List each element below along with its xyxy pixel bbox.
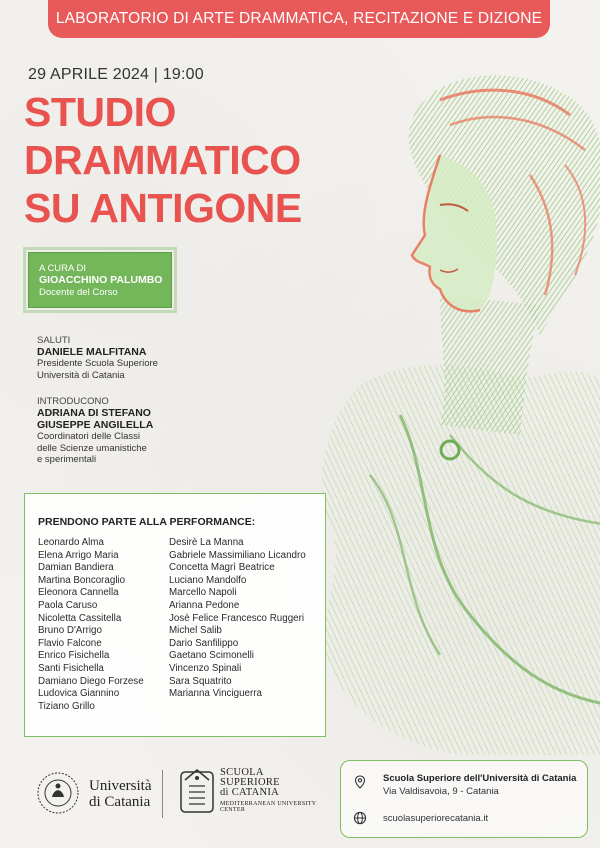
performer-name: Michel Salib: [169, 625, 222, 637]
curator-label: A CURA DI: [39, 263, 86, 274]
logo-separator: [162, 770, 163, 818]
performers-title: PRENDONO PARTE ALLA PERFORMANCE:: [38, 516, 256, 528]
performer-name: Marianna Vinciguerra: [169, 688, 262, 700]
scuola-superiore-emblem-icon: [175, 764, 219, 816]
introducono-name: GIUSEPPE ANGILELLA: [37, 419, 154, 431]
top-banner: LABORATORIO DI ARTE DRAMMATICA, RECITAZIONE E DIZIONE: [48, 0, 550, 38]
performers-column-1: [38, 537, 144, 713]
title-line: SU ANTIGONE: [24, 185, 302, 231]
saluti-label: SALUTI: [37, 335, 71, 346]
performer-name: Leonardo Alma: [38, 537, 104, 548]
scuola-superiore-subtitle: MEDITERRANEAN UNIVERSITY CENTER: [220, 801, 317, 813]
performer-name: Damiano Diego Forzese: [38, 675, 144, 687]
university-name-line: Università: [89, 778, 152, 794]
performer-name: Enrico Fisichella: [38, 650, 110, 662]
performer-name: Luciano Mandolfo: [169, 574, 247, 586]
event-date: 29 APRILE 2024 | 19:00: [28, 66, 204, 83]
introducono-role: Coordinatori delle Classi: [37, 431, 140, 442]
performer-name: Bruno D'Arrigo: [38, 625, 102, 637]
performer-name: Concetta Magrì Beatrice: [169, 562, 275, 574]
performer-name: Tiziano Grillo: [38, 700, 95, 712]
globe-icon: [353, 811, 367, 825]
title-line: STUDIO: [24, 89, 176, 135]
curator-box: [28, 252, 172, 308]
saluti-name: DANIELE MALFITANA: [37, 346, 147, 358]
contact-address: Via Valdisavoia, 9 - Catania: [383, 786, 499, 797]
performer-name: Dario Sanfilippo: [169, 637, 239, 649]
introducono-name: ADRIANA DI STEFANO: [37, 407, 151, 419]
introducono-block: [37, 396, 153, 466]
performer-name: Paola Caruso: [38, 599, 98, 611]
performer-name: Ludovica Giannino: [38, 688, 120, 700]
performer-name: Josè Felice Francesco Ruggeri: [169, 612, 305, 624]
portrait-illustration: [290, 55, 600, 755]
university-name: [89, 778, 151, 810]
saluti-role: Presidente Scuola Superiore: [37, 358, 158, 369]
performer-name: Eleonora Cannella: [38, 587, 119, 599]
performer-name: Martina Boncoraglio: [38, 574, 126, 586]
performer-name: Sara Squatrito: [169, 675, 232, 687]
curator-role: Docente del Corso: [39, 287, 118, 298]
university-name-line: di Catania: [89, 794, 151, 810]
scuola-superiore-line: SUPERIORE: [220, 777, 280, 788]
performer-name: Damian Bandiera: [38, 562, 114, 574]
introducono-label: INTRODUCONO: [37, 396, 109, 407]
performer-name: Desirè La Manna: [169, 537, 244, 548]
saluti-role: Università di Catania: [37, 369, 125, 381]
performer-name: Santi Fisichella: [38, 662, 104, 674]
scuola-superiore-line: di CATANIA: [220, 787, 280, 798]
performer-name: Vincenzo Spinali: [169, 662, 242, 674]
contact-name: Scuola Superiore dell'Università di Catania: [383, 773, 577, 784]
performer-name: Gaetano Scimonelli: [169, 650, 254, 662]
performer-name: Gabriele Massimiliano Licandro: [169, 549, 306, 561]
performer-name: Marcello Napoli: [169, 587, 237, 599]
university-seal-icon: [35, 770, 81, 816]
contact-website-link[interactable]: scuolasuperiorecatania.it: [383, 813, 489, 824]
performer-name: Elena Arrigo Maria: [38, 549, 119, 561]
curator-name: GIOACCHINO PALUMBO: [39, 274, 163, 286]
introducono-role: e sperimentali: [37, 454, 97, 465]
logos-area: [35, 760, 335, 820]
saluti-block: [37, 335, 158, 381]
contact-box: [340, 760, 588, 838]
event-title: [24, 88, 302, 232]
performers-box: [24, 493, 326, 737]
title-line: DRAMMATICO: [24, 137, 301, 183]
performer-name: Arianna Pedone: [169, 599, 240, 611]
introducono-role: delle Scienze umanistiche: [37, 442, 147, 454]
performer-name: Flavio Falcone: [38, 637, 102, 649]
location-pin-icon: [353, 775, 367, 789]
scuola-superiore-name: [220, 768, 335, 813]
scuola-superiore-line: SCUOLA: [220, 767, 264, 778]
performers-column-2: [169, 537, 306, 701]
performer-name: Nicoletta Cassitella: [38, 612, 122, 624]
